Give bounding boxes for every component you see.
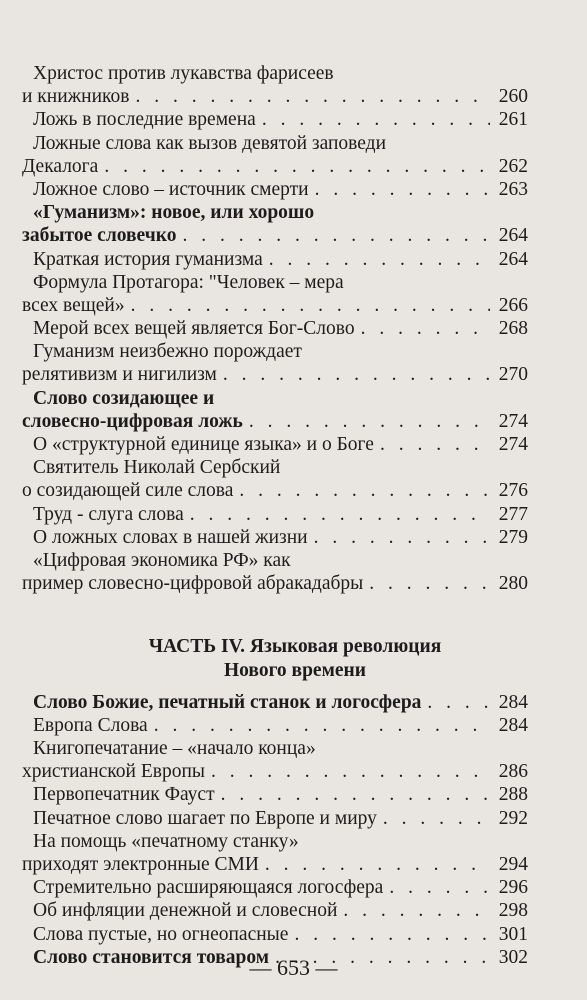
toc-entry: [22, 572, 528, 595]
toc-entry-title: «Цифровая экономика РФ» как: [33, 549, 291, 571]
toc-entry-page: 284: [498, 691, 528, 713]
toc-entry: [22, 178, 528, 201]
toc-entry-title: и книжников: [22, 86, 130, 108]
dot-leader: [314, 526, 490, 549]
toc-entry-page: 276: [498, 480, 528, 502]
toc-entry: [22, 876, 528, 899]
page-number: — 653 —: [249, 955, 338, 980]
toc-entry-title: «Гуманизм»: новое, или хорошо: [33, 202, 315, 224]
toc-entry-page: 268: [498, 318, 528, 340]
toc-entry-title: Печатное слово шагает по Европе и миру: [33, 807, 377, 829]
toc-entry-page: 286: [498, 761, 528, 783]
toc-entry-page: 260: [498, 86, 528, 108]
dot-leader: [343, 899, 490, 922]
toc-entry-title: Слова пустые, но огнеопасные: [33, 923, 289, 945]
toc-entry-title: Гуманизм неизбежно порождает: [33, 341, 302, 363]
part-heading-line2: Нового времени: [223, 659, 366, 681]
toc-entry: [22, 899, 528, 922]
toc-entry-title: О «структурной единице языка» и о Боге: [33, 434, 374, 455]
dot-leader: [211, 760, 490, 783]
toc-entry: [22, 363, 528, 386]
toc-entry-title: На помощь «печатному станку»: [33, 830, 299, 852]
dot-leader: [389, 876, 490, 899]
toc-entry: [22, 853, 528, 876]
dot-leader: [154, 714, 490, 737]
toc-entry: [22, 830, 528, 853]
toc-entry-page: 294: [498, 854, 528, 876]
toc-entry-page: 298: [498, 900, 528, 922]
toc-entry-title: Ложь в последние времена: [33, 109, 256, 131]
toc-entry: [22, 433, 528, 456]
toc-entry: [22, 108, 528, 131]
toc-entry-page: 261: [498, 109, 528, 131]
toc-entry-title: Краткая история гуманизма: [33, 248, 263, 270]
dot-leader: [104, 155, 490, 178]
dot-leader: [315, 178, 490, 201]
toc-entry: [22, 201, 528, 224]
toc-entry-page: 274: [498, 434, 528, 455]
toc-entry: [22, 62, 528, 85]
toc-entry: [22, 340, 528, 363]
toc-entry-page: 292: [498, 807, 528, 829]
dot-leader: [427, 691, 490, 714]
toc-entry: [22, 549, 528, 572]
dot-leader: [262, 108, 490, 131]
toc-entry-page: 284: [498, 714, 528, 736]
toc-entry: [22, 760, 528, 783]
toc-entry-title: Мерой всех вещей является Бог-Слово: [33, 318, 355, 340]
toc-entry-title: Первопечатник Фауст: [33, 784, 215, 806]
toc-entry: [22, 526, 528, 549]
toc-entry-page: 264: [498, 225, 528, 247]
toc-entry: [22, 224, 528, 247]
toc-entry-title: забытое словечко: [22, 225, 177, 247]
toc-entry: [22, 923, 528, 946]
toc-section-before: [22, 62, 528, 595]
dot-leader: [383, 807, 490, 830]
toc-entry-page: 262: [498, 155, 528, 177]
toc-entry-title: Европа Слова: [33, 714, 148, 736]
toc-entry-page: 302: [498, 946, 528, 968]
toc-entry-title: христианской Европы: [22, 761, 205, 783]
toc-entry-page: 301: [498, 923, 528, 945]
dot-leader: [131, 294, 490, 317]
toc-entry-page: 264: [498, 248, 528, 270]
toc-entry: [22, 85, 528, 108]
toc-entry-page: 270: [498, 364, 528, 386]
toc-entry: [22, 387, 528, 410]
toc-entry-page: 263: [498, 178, 528, 200]
toc-entry: [22, 807, 528, 830]
toc-entry: [22, 737, 528, 760]
toc-entry-title: Святитель Николай Сербский: [33, 457, 281, 479]
toc-entry-title: О ложных словах в нашей жизни: [33, 526, 308, 548]
toc-entry-title: всех вещей»: [22, 294, 125, 316]
toc-entry: [22, 479, 528, 502]
toc-entry: [22, 317, 528, 340]
toc-entry-title: приходят электронные СМИ: [22, 854, 259, 876]
dot-leader: [135, 85, 490, 108]
dot-leader: [182, 224, 490, 247]
toc-entry-title: пример словесно-цифровой абракадабры: [22, 573, 364, 595]
toc-entry-page: 296: [498, 877, 528, 899]
toc-entry: [22, 294, 528, 317]
dot-leader: [221, 783, 490, 806]
toc-entry-page: 288: [498, 784, 528, 806]
toc-entry-page: 277: [498, 503, 528, 525]
dot-leader: [380, 433, 490, 456]
dot-leader: [239, 479, 490, 502]
toc-entry-title: Книгопечатание – «начало конца»: [33, 738, 316, 760]
table-of-contents: [22, 62, 528, 969]
toc-entry: [22, 271, 528, 294]
toc-entry-title: Об инфляции денежной и словесной: [33, 900, 338, 922]
dot-leader: [361, 317, 490, 340]
toc-entry-page: 266: [498, 294, 528, 316]
dot-leader: [223, 363, 490, 386]
toc-entry-title: релятивизм и нигилизм: [22, 364, 217, 386]
toc-entry: [22, 456, 528, 479]
toc-entry-title: Слово становится товаром: [33, 946, 270, 968]
toc-entry-title: о созидающей силе слова: [22, 480, 234, 502]
toc-entry: [22, 410, 528, 433]
dot-leader: [369, 572, 490, 595]
toc-entry: [22, 155, 528, 178]
dot-leader: [265, 853, 490, 876]
toc-entry-title: Ложные слова как вызов девятой заповеди: [33, 132, 387, 154]
toc-entry-title: словесно-цифровая ложь: [22, 410, 243, 432]
toc-entry-title: Труд - слуга слова: [33, 503, 184, 525]
toc-section-after: [22, 691, 528, 969]
part-heading-line1: ЧАСТЬ IV. Языковая революция: [148, 636, 442, 658]
toc-entry: [22, 691, 528, 714]
toc-entry-title: Слово созидающее и: [33, 387, 215, 409]
toc-entry-title: Формула Протагора: "Человек – мера: [33, 271, 344, 293]
toc-entry-title: Ложное слово – источник смерти: [33, 178, 309, 200]
toc-entry-page: 279: [498, 526, 528, 548]
toc-entry-title: Стремительно расширяющаяся логосфера: [33, 877, 384, 899]
toc-entry: [22, 783, 528, 806]
dot-leader: [294, 923, 490, 946]
dot-leader: [269, 248, 490, 271]
toc-entry-page: 274: [498, 410, 528, 432]
toc-entry: [22, 132, 528, 155]
toc-entry: [22, 248, 528, 271]
dot-leader: [249, 410, 490, 433]
toc-entry-title: Декалога: [22, 155, 99, 177]
toc-entry: [22, 503, 528, 526]
toc-entry-page: 280: [498, 573, 528, 595]
toc-entry: [22, 714, 528, 737]
dot-leader: [190, 503, 490, 526]
toc-entry-title: Христос против лукавства фарисеев: [33, 63, 334, 84]
toc-entry-title: Слово Божие, печатный станок и логосфера: [33, 691, 422, 713]
